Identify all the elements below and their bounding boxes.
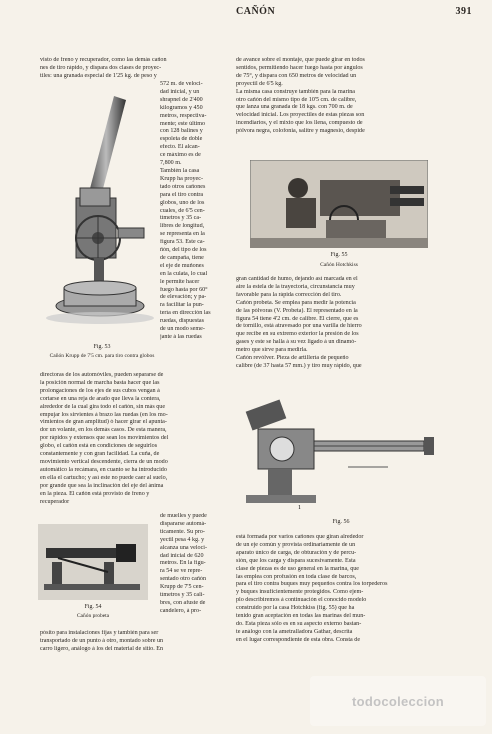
text-line: globos, uno de los [160, 199, 205, 206]
text-line: La misma casa construye también para la marina [236, 88, 355, 95]
text-line: otro cañón del mismo tipo de 10'5 cm. de calibre, [236, 96, 357, 103]
text-line: y buques insuficientemente protegidos. Como ejem- [236, 589, 364, 596]
text-line: de 75°, y dispara con 650 metros de velocidad un [236, 72, 357, 79]
text-line: de un eje común y provista ordinariamente de un [236, 541, 356, 548]
watermark-logo [310, 676, 486, 726]
text-line: gases y este se halla á su vez ligado á un dinamó- [236, 339, 357, 346]
text-line: con 128 balines y [160, 128, 203, 135]
text-line: do. Esta pieza sólo es en su aspecto externo bastan- [236, 620, 362, 627]
left-column-narrow-text-2 [160, 513, 234, 616]
antiaircraft-cannon-illustration [36, 88, 168, 338]
text-line: para el tiro contra [160, 191, 204, 198]
text-line: de campaña, tiene [160, 254, 204, 261]
text-line: la posición normal de marcha basta hacer que las [40, 379, 160, 386]
text-line: por rápidos y extensos que sean los movimientos del [40, 435, 169, 442]
right-column-middle-text [236, 276, 448, 371]
text-line: sentado otro cañón [160, 576, 207, 583]
text-line: empujar los sirvientes á brazo las ruedas (en los mo- [40, 411, 168, 418]
text-line: en ella el cartucho; y así este no puede caer al suelo, [40, 474, 168, 481]
text-line: el eje de muñones [160, 262, 204, 269]
text-line: proyectil de 6'5 kg. [236, 80, 283, 87]
text-line: para el tiro contra buques muy pequeños contra los torpederos [236, 581, 388, 588]
text-line: tiles: una granada especial de 1'25 kg. de peso y [40, 72, 157, 79]
text-line: 7,800 m. [160, 160, 182, 167]
test-cannon-illustration [38, 524, 148, 600]
text-line: calibre (de 37 hasta 57 mm.) y tiro muy rápido, que [236, 362, 362, 369]
text-line: sentidos, permitiendo hacer fuego hasta por ángulos [236, 64, 363, 71]
text-line: transportado de un punto á otro, montado sobre un [40, 637, 164, 644]
text-line: tado otros cañones [160, 183, 206, 190]
text-line: aparato único de carga, de obturación y de percu- [236, 549, 357, 556]
figure-56-label: Fig. 56 [332, 519, 350, 525]
text-line: en la culata, lo cual [160, 270, 208, 277]
text-line: en el lugar correspondiente de esta obra. Consta de [236, 636, 361, 643]
text-line: nes de tiro rápido, y dispara dos clases de proyec- [40, 64, 162, 71]
right-column-bottom-text [236, 534, 448, 645]
text-line: figura 54 tiene 4'2 cm. de calibre. El cierre, que es [236, 315, 359, 322]
text-line: jante á las ruedas [160, 334, 202, 340]
text-line: espoleta de doble [160, 136, 203, 143]
left-column-top-text [40, 57, 232, 81]
text-line: por grande que sea la inclinación del eje del ánima [40, 482, 164, 489]
text-line: de avance sobre el montaje, que puede girar en todos [236, 57, 365, 63]
text-line: alrededor de la cual gira todo el cañón, sin más que [40, 403, 166, 410]
text-line: favorable para la rápida corrección del tiro. [236, 291, 342, 298]
left-column-full-text [40, 372, 232, 506]
text-line: figura 53. Este ca- [160, 239, 205, 246]
text-line: se representa en la [160, 231, 205, 238]
text-line: te análogo con la ametralladora Gathar, descrita [236, 628, 353, 635]
text-line: dad inicial, y un [160, 88, 200, 95]
text-line: de tornillo, está atravesado por una varilla de hierro [236, 323, 362, 330]
figure-53-label: Fig. 53 [93, 344, 111, 350]
text-line: vimientos de gran amplitud) ó hacer girar el apunta- [40, 419, 167, 426]
text-line: está formada por varios cañones que giran alrededor [236, 534, 364, 540]
text-line: de muelles y puede [160, 513, 207, 519]
text-line: las emplea con profusión en toda clase de barcos, [236, 573, 357, 580]
text-line: alcanza una veloci- [160, 544, 208, 551]
text-line: cuales, de 6'5 cen- [160, 207, 205, 214]
text-line: cortarse en una reja de arado que lleva la contera, [40, 395, 161, 402]
figure-54-caption: Cañón probeta [76, 613, 110, 619]
text-line: tería en dirección las [160, 310, 211, 317]
text-line: candelero, á pro- [160, 607, 202, 614]
text-line: recuperador [40, 498, 70, 505]
text-line: movimiento vertical descendente, cierra de un modo [40, 458, 168, 465]
text-line: que recibe en su extremo exterior la presión de los [236, 331, 359, 338]
text-line: dispararse automá- [160, 520, 207, 527]
figure-55 [250, 160, 428, 272]
text-line: incendiarios, y el mixto que los llena, compuesto de [236, 120, 363, 127]
left-column-narrow-text [160, 81, 234, 342]
text-line: que lanza una granada de 18 kgs. con 700 m. de [236, 104, 353, 111]
text-line: carro ligero, análogo á los del material de sitio. En [40, 645, 164, 652]
text-line: ce máximo es de [160, 152, 201, 159]
figure-54-label: Fig. 54 [84, 604, 102, 610]
text-line: de un modo seme- [160, 326, 205, 333]
figure-56 [238, 395, 444, 527]
text-line: visto de freno y recuperador, como las demás cañon [40, 57, 167, 63]
text-line: ra 54 se ve repre- [160, 568, 203, 575]
figure-54 [38, 524, 148, 624]
text-line: dad inicial de 620 [160, 552, 204, 559]
text-line: metro que sirve para medirla. [236, 347, 308, 354]
text-line: shrapnel de 2'400 [160, 96, 203, 103]
text-line: Cañón probeta. Se emplea para medir la potencia [236, 299, 356, 306]
text-line: ruedas, dispuestas [160, 318, 205, 325]
svg-text:1: 1 [298, 505, 301, 511]
text-line: globo, el cañón está en condiciones de seguirlos [40, 443, 158, 450]
text-line: le permite hacer [160, 278, 200, 285]
text-line: tenido gran aceptación en todas las marinas del mun- [236, 613, 366, 620]
left-column-bottom-text [40, 630, 232, 654]
text-line: También la casa [160, 167, 200, 174]
text-line: libres de longitud, [160, 223, 205, 230]
text-line: mente; este último [160, 120, 206, 127]
text-line: metros, respectiva- [160, 112, 207, 119]
text-line: pólvora negra, colofonia, salitre y magnesio, despide [236, 128, 365, 135]
page-header [26, 6, 474, 20]
page-number: 391 [455, 6, 472, 17]
figure-53-caption: Cañón Krupp de 7'5 cm. para tiro contra globos [49, 353, 155, 359]
text-line: fuego hasta por 60° [160, 286, 208, 293]
text-line: metros. En la figu- [160, 560, 206, 567]
text-line: ticamente. Su pro- [160, 528, 205, 535]
text-line: aire la estela de la trayectoria, circunstancia muy [236, 283, 355, 290]
text-line: pósito para instalaciones fijas y también para ser [40, 630, 159, 636]
text-line: yectil pesa 4 kg. y [160, 536, 205, 543]
watermark-text: todocoleccion [351, 693, 445, 709]
text-line: constantemente y con gran facilidad. La cuña, de [40, 451, 160, 458]
text-line: de elevación; y pa- [160, 294, 207, 301]
text-line: kilogramos y 450 [160, 104, 203, 111]
hotchkiss-cannon-illustration [250, 160, 428, 248]
text-line: Krupp ha proyec- [160, 175, 203, 182]
text-line: bres, con afuste de [160, 599, 206, 606]
text-line: sión, que los carga y dispara sucesivamente. Esta [236, 557, 356, 564]
text-line: gran cantidad de humo, dejando así marcada en el [236, 276, 358, 282]
text-line: automático la recámara, en cuanto se ha introducido [40, 466, 167, 473]
text-line: efecto. El alcan- [160, 144, 200, 151]
text-line: ra facilitar la pun- [160, 302, 204, 309]
revolver-cannon-diagram [238, 395, 444, 511]
figure-53 [36, 88, 168, 358]
text-line: ñón, del tipo de los [160, 247, 207, 254]
text-line: velocidad inicial. Los proyectiles de estas piezas son [236, 112, 365, 119]
text-line: directoras de los automóviles, pueden separarse de [40, 372, 164, 378]
text-line: dor un volante, en los demás casos. De esta manera, [40, 427, 167, 434]
right-column-top-text [236, 57, 448, 136]
running-title: CAÑÓN [236, 6, 276, 17]
text-line: Krupp de 7'5 cen- [160, 584, 204, 591]
text-line: de las pólvoras (V. Probeta). El representado en la [236, 307, 358, 314]
figure-55-caption: Cañón Hotchkiss [320, 262, 358, 268]
text-line: prolongaciones de los ejes de sus cubos vengan á [40, 387, 160, 394]
text-line: tímetros y 35 cali- [160, 592, 205, 599]
text-line: clase de piezas es de uso general en la marina, que [236, 565, 360, 572]
text-line: en la pieza. El cañón está provisto de freno y [40, 490, 150, 497]
text-line: construido por la casa Hotchkiss (fig. 55) que ha [236, 605, 355, 612]
figure-55-label: Fig. 55 [330, 252, 348, 258]
text-line: plo describiremos á continuación el conocido modelo [236, 597, 367, 604]
text-line: Cañón revólver. Pieza de artillería de pequeño [236, 355, 349, 362]
text-line: 572 m. de veloci- [160, 81, 203, 87]
text-line: tímetros y 35 ca- [160, 215, 202, 222]
